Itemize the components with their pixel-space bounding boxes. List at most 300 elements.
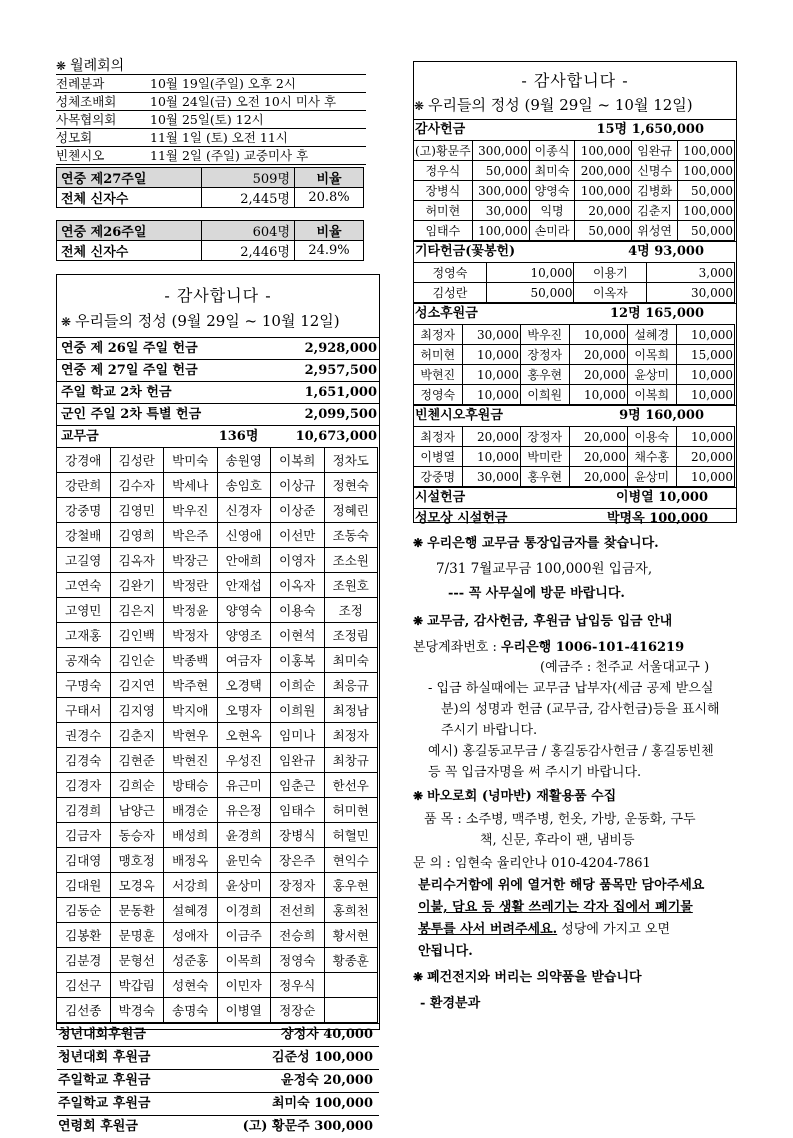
table-row <box>57 773 378 798</box>
thanks-offering-summary: 15명 1,650,000 <box>596 122 704 137</box>
donor-name: 황종훈 <box>324 948 378 973</box>
table-row <box>414 427 735 447</box>
donor-name: 채수홍 <box>627 447 676 467</box>
table-row <box>414 263 735 283</box>
donor-name: 김경희 <box>57 798 111 823</box>
donor-name: 강중명 <box>57 498 111 523</box>
donor-amount: 100,000 <box>677 141 734 161</box>
donor-name: 김은지 <box>110 598 164 623</box>
donor-name: 최미숙 <box>529 161 575 181</box>
notice-recycle-l2: 이불, 담요 등 생활 쓰레기는 각자 집에서 폐기물 <box>418 900 693 915</box>
donor-name: 김희순 <box>110 773 164 798</box>
statue-offering-label: 성모상 시설헌금 <box>415 511 508 526</box>
fund-label: 주일학교 후원금 <box>58 1073 151 1088</box>
offering-row <box>57 403 379 425</box>
table-row <box>414 283 735 303</box>
donor-name: 김금자 <box>57 823 111 848</box>
donor-amount: 50,000 <box>677 181 734 201</box>
donor-name: 유근미 <box>217 773 271 798</box>
donor-name: 고길영 <box>57 548 111 573</box>
donor-name: 김인백 <box>110 623 164 648</box>
donor-name: 홍우현 <box>520 467 569 487</box>
offering-label: 연중 제 27일 주일 헌금 <box>61 363 198 378</box>
donor-name: 신경자 <box>217 498 271 523</box>
stat-ratio: 20.8% <box>295 188 364 208</box>
donor-name <box>324 998 378 1023</box>
stats-table-27 <box>56 167 364 208</box>
table-row <box>57 648 378 673</box>
table-row <box>414 161 735 181</box>
donor-name: 이현석 <box>271 623 325 648</box>
donor-name: 장병식 <box>271 823 325 848</box>
donor-name: 전선희 <box>271 898 325 923</box>
donor-name: 남양근 <box>110 798 164 823</box>
fund-donor: 최미숙 <box>271 1096 310 1111</box>
table-row <box>57 498 378 523</box>
donor-name: 이상규 <box>271 473 325 498</box>
table-row <box>57 598 378 623</box>
donor-name: 문명훈 <box>110 923 164 948</box>
fund-label: 연령회 후원금 <box>58 1119 138 1134</box>
donor-name: 정영숙 <box>414 263 487 283</box>
donor-name: 위성연 <box>632 221 678 241</box>
table-row <box>57 573 378 598</box>
right-thanks-subtitle: ❋ 우리들의 정성 (9월 29일 ~ 10월 12일) <box>414 96 693 114</box>
asterisk-icon: ❋ <box>413 970 424 984</box>
donor-name: 김수자 <box>110 473 164 498</box>
stat-total-label: 전체 신자수 <box>57 188 202 208</box>
donor-name: 김춘지 <box>632 201 678 221</box>
donor-name: 박정윤 <box>164 598 218 623</box>
donor-name: 고영민 <box>57 598 111 623</box>
donor-name: 임태수 <box>271 798 325 823</box>
donor-name: 유은정 <box>217 798 271 823</box>
donor-name: 고재홍 <box>57 623 111 648</box>
stat-total: 2,445명 <box>202 188 295 208</box>
donor-name: 김완기 <box>110 573 164 598</box>
donor-name: 박은주 <box>164 523 218 548</box>
offering-row <box>57 337 379 359</box>
tithe-row: 교무금 136명 10,673,000 <box>57 425 379 447</box>
fund-row <box>57 1092 379 1115</box>
table-row <box>57 973 378 998</box>
table-row <box>414 325 735 345</box>
stats-table-26 <box>56 220 364 261</box>
donor-name: 임미나 <box>271 723 325 748</box>
donor-amount: 100,000 <box>575 181 632 201</box>
donor-name: 강란희 <box>57 473 111 498</box>
donor-name: 윤민숙 <box>217 848 271 873</box>
table-row <box>414 467 735 487</box>
donor-amount: 10,000 <box>676 467 734 487</box>
table-row <box>57 623 378 648</box>
meeting-label: 사목협의회 <box>56 112 117 127</box>
donor-name: 이종식 <box>529 141 575 161</box>
donor-name: 박주현 <box>164 673 218 698</box>
fund-amount: 20,000 <box>323 1073 373 1088</box>
donor-name: 박우진 <box>520 325 569 345</box>
donor-name: 정우식 <box>271 973 325 998</box>
donor-name: 이희순 <box>271 673 325 698</box>
donor-name: 박정란 <box>164 573 218 598</box>
donor-name: 성현숙 <box>164 973 218 998</box>
donor-name: 모경옥 <box>110 873 164 898</box>
donor-name: 장병식 <box>414 181 473 201</box>
stat-week: 연중 제26주일 <box>57 221 202 241</box>
donor-name: 정차도 <box>324 448 378 473</box>
donor-name: 이상준 <box>271 498 325 523</box>
asterisk-icon: ❋ <box>413 536 424 550</box>
donor-name: 이선만 <box>271 523 325 548</box>
donor-amount: 10,000 <box>676 365 734 385</box>
donor-name: 문동환 <box>110 898 164 923</box>
right-thanks-title: - 감사합니다 - <box>521 71 629 90</box>
donor-name: 윤경희 <box>217 823 271 848</box>
facility-offering-header <box>414 487 736 508</box>
donor-name: 김선구 <box>57 973 111 998</box>
donor-name: 최정자 <box>414 325 463 345</box>
donor-name: 강경애 <box>57 448 111 473</box>
donor-name: 임완규 <box>271 748 325 773</box>
donor-name: 박현진 <box>164 748 218 773</box>
vocation-fund-header <box>414 303 736 324</box>
left-thanks-subtitle: ❋ 우리들의 정성 (9월 29일 ~ 10월 12일) <box>61 312 340 330</box>
donor-name: 김경숙 <box>57 748 111 773</box>
meeting-value: 10월 19일(주일) 오후 2시 <box>150 76 296 91</box>
donor-name: 이민자 <box>217 973 271 998</box>
left-thanks-title: - 감사합니다 - <box>164 286 272 305</box>
donor-name: 동승자 <box>110 823 164 848</box>
fund-row <box>57 1069 379 1092</box>
offering-label: 주일 학교 2차 헌금 <box>61 385 172 400</box>
stat-count: 509명 <box>202 168 295 188</box>
donor-name: 배정옥 <box>164 848 218 873</box>
thanks-offering-label: 감사헌금 <box>415 122 466 137</box>
donor-name: 맹호정 <box>110 848 164 873</box>
donor-name: 최응규 <box>324 673 378 698</box>
notice-recycle-l1: 분리수거함에 위에 열거한 해당 품목만 담아주세요 <box>418 878 705 893</box>
donor-name: 이목희 <box>217 948 271 973</box>
table-row <box>57 848 378 873</box>
notice-bank-line2: --- 꼭 사무실에 방문 바랍니다. <box>448 586 625 601</box>
donor-name: 김춘지 <box>110 723 164 748</box>
fund-amount: 300,000 <box>314 1119 373 1134</box>
donor-amount: 10,000 <box>569 385 627 405</box>
donor-amount: 10,000 <box>462 385 520 405</box>
fund-row <box>57 1115 379 1138</box>
donor-name: 장정자 <box>520 345 569 365</box>
fund-value <box>281 1070 373 1092</box>
donor-name: 정영숙 <box>414 385 463 405</box>
donor-amount: 50,000 <box>472 161 529 181</box>
donor-amount: 50,000 <box>575 221 632 241</box>
donor-amount: 30,000 <box>472 201 529 221</box>
donor-name: 박우진 <box>164 498 218 523</box>
table-row <box>57 948 378 973</box>
notice-recycle-items2: 책, 신문, 후라이 팬, 냄비등 <box>480 833 635 848</box>
flower-offering-summary: 4명 93,000 <box>628 244 704 259</box>
meeting-row <box>56 147 366 165</box>
donor-name: 장은주 <box>271 848 325 873</box>
fund-value <box>243 1116 373 1138</box>
donor-name: 이옥자 <box>574 283 647 303</box>
table-row <box>57 723 378 748</box>
donor-name: 임완규 <box>632 141 678 161</box>
donor-amount: 200,000 <box>575 161 632 181</box>
donor-name: 최정자 <box>324 723 378 748</box>
notice-deposit-title: ❋ 교무금, 감사헌금, 후원금 납입등 입금 안내 <box>413 614 673 629</box>
thanks-offering-table <box>413 140 735 241</box>
donor-name: 김대영 <box>57 848 111 873</box>
donor-name: 성준홍 <box>164 948 218 973</box>
donor-name: 윤상미 <box>627 467 676 487</box>
donor-name: 임춘근 <box>271 773 325 798</box>
stat-ratio: 24.9% <box>295 241 364 261</box>
table-row <box>414 365 735 385</box>
meeting-row <box>56 129 366 147</box>
donor-name: 조정 <box>324 598 378 623</box>
table-row <box>414 201 735 221</box>
donor-name: 이병열 <box>414 447 463 467</box>
meeting-value: 11월 1일 (토) 오전 11시 <box>150 130 288 145</box>
donor-name: 이옥자 <box>271 573 325 598</box>
donor-name: 안애희 <box>217 548 271 573</box>
donor-name: 최정남 <box>324 698 378 723</box>
donor-name: 양영조 <box>217 623 271 648</box>
donor-name: 오경택 <box>217 673 271 698</box>
donor-name: 박현우 <box>164 723 218 748</box>
donor-amount: 10,000 <box>676 325 734 345</box>
stat-total: 2,446명 <box>202 241 295 261</box>
meeting-label: 전례분과 <box>56 76 105 91</box>
donor-name: 이목희 <box>627 345 676 365</box>
donor-name: 김경자 <box>57 773 111 798</box>
donor-name: 홍우현 <box>324 873 378 898</box>
donor-name: 정영숙 <box>271 948 325 973</box>
notice-holder: (예금주 : 천주교 서울대교구 ) <box>540 660 710 675</box>
donor-name: 박세나 <box>164 473 218 498</box>
donor-name: 전승희 <box>271 923 325 948</box>
donor-name: 홍우현 <box>520 365 569 385</box>
offering-label: 군인 주일 2차 특별 헌금 <box>61 407 202 422</box>
donor-name: 송명숙 <box>164 998 218 1023</box>
donor-amount: 30,000 <box>462 325 520 345</box>
table-row <box>57 448 378 473</box>
vocation-fund-summary: 12명 165,000 <box>610 306 704 321</box>
fund-donor: 윤정숙 <box>281 1073 319 1088</box>
table-row <box>57 473 378 498</box>
donor-name: 이홍복 <box>271 648 325 673</box>
notice-recycle-l3: 봉투를 사서 버려주세요. 성당에 가지고 오면 <box>418 922 671 937</box>
donor-name: 박장근 <box>164 548 218 573</box>
table-row <box>414 447 735 467</box>
donor-name: 박갑림 <box>110 973 164 998</box>
notice-battery-title: ❋ 폐건전지와 버리는 의약품을 받습니다 <box>413 970 642 985</box>
donor-amount: 300,000 <box>472 141 529 161</box>
donor-name: 조원호 <box>324 573 378 598</box>
donor-name: 한선우 <box>324 773 378 798</box>
donor-name: 조소원 <box>324 548 378 573</box>
table-row <box>57 748 378 773</box>
notice-recycle-contact: 문 의 : 임현숙 율리안나 010-4204-7861 <box>413 856 651 871</box>
donor-name: 이희원 <box>271 698 325 723</box>
donor-amount: 300,000 <box>472 181 529 201</box>
flower-offering-header <box>414 241 736 262</box>
table-row <box>414 345 735 365</box>
meetings-title: ❋ 월례회의 <box>56 58 125 74</box>
donor-name: 구태서 <box>57 698 111 723</box>
donor-name: 허혈민 <box>324 823 378 848</box>
flower-offering-table <box>413 262 735 303</box>
offering-label: 연중 제 26일 주일 헌금 <box>61 341 198 356</box>
donor-name: 배성희 <box>164 823 218 848</box>
meeting-row <box>56 111 366 129</box>
donor-name: 김봉환 <box>57 923 111 948</box>
donor-name: 오명자 <box>217 698 271 723</box>
donor-amount: 20,000 <box>462 427 520 447</box>
donor-name: 송임호 <box>217 473 271 498</box>
notice-deposit-l5: 등 꼭 입금자명을 써 주시기 바랍니다. <box>428 765 642 780</box>
donor-name: 이용기 <box>574 263 647 283</box>
meeting-label: 빈첸시오 <box>56 148 105 163</box>
donor-amount: 100,000 <box>677 201 734 221</box>
notice-account: 본당계좌번호 : 우리은행 1006-101-416219 <box>413 640 685 655</box>
donor-amount: 10,000 <box>462 365 520 385</box>
fund-donor: 김준성 <box>271 1050 310 1065</box>
donor-name: 정혜린 <box>324 498 378 523</box>
donor-name: 김지영 <box>110 698 164 723</box>
donor-name: 윤상미 <box>217 873 271 898</box>
donor-amount: 20,000 <box>569 345 627 365</box>
fund-amount: 40,000 <box>323 1027 373 1042</box>
notice-deposit-l1: - 입금 하실때에는 교무금 납부자(세금 공제 받으실 <box>428 681 714 696</box>
donor-name: 박미숙 <box>164 448 218 473</box>
table-row <box>57 998 378 1023</box>
donor-name: (고)황문주 <box>414 141 473 161</box>
donor-name: 우성진 <box>217 748 271 773</box>
donor-name: 강철배 <box>57 523 111 548</box>
donor-name: 장정자 <box>271 873 325 898</box>
notice-recycle-items1: 품 목 : 소주병, 맥주병, 헌옷, 가방, 운동화, 구두 <box>424 812 696 827</box>
donor-name: 현익수 <box>324 848 378 873</box>
donor-name: 권경수 <box>57 723 111 748</box>
offering-amount: 2,957,500 <box>304 363 377 378</box>
donor-name: 김성란 <box>414 283 487 303</box>
donor-name: 이경희 <box>217 898 271 923</box>
fund-amount: 100,000 <box>314 1050 373 1065</box>
notice-battery-sub: - 환경분과 <box>420 996 481 1011</box>
donor-amount: 10,000 <box>676 427 734 447</box>
vocation-fund-table <box>413 324 735 405</box>
facility-offering-label: 시설헌금 <box>415 490 466 505</box>
tithe-names-table <box>56 447 378 1023</box>
facility-offering-summary: 이병열 10,000 <box>616 490 708 505</box>
stat-count: 604명 <box>202 221 295 241</box>
vincent-fund-label: 빈첸시오후원금 <box>415 408 503 423</box>
donor-name: 허미현 <box>414 201 473 221</box>
donor-amount: 20,000 <box>569 365 627 385</box>
table-row <box>57 673 378 698</box>
notice-deposit-l3: 주시기 바랍니다. <box>441 723 538 738</box>
donor-amount: 50,000 <box>677 221 734 241</box>
donor-name: 정장순 <box>271 998 325 1023</box>
donor-name: 김선종 <box>57 998 111 1023</box>
donor-name: 장정자 <box>520 427 569 447</box>
donor-name: 강중명 <box>414 467 463 487</box>
donor-name: 박지애 <box>164 698 218 723</box>
donor-name: 이영자 <box>271 548 325 573</box>
donor-name: 김영민 <box>110 498 164 523</box>
donor-amount: 10,000 <box>569 325 627 345</box>
donor-name: 정현숙 <box>324 473 378 498</box>
fund-label: 청년대회 후원금 <box>58 1050 151 1065</box>
fund-row <box>57 1046 379 1069</box>
donor-name: 박정자 <box>164 623 218 648</box>
table-row <box>57 898 378 923</box>
donor-name: 이금주 <box>217 923 271 948</box>
table-row <box>57 698 378 723</box>
table-row <box>414 221 735 241</box>
donor-amount: 50,000 <box>486 283 574 303</box>
meeting-row <box>56 75 366 93</box>
donor-name: 허미현 <box>414 345 463 365</box>
donor-name: 설혜경 <box>164 898 218 923</box>
donor-amount: 10,000 <box>462 345 520 365</box>
stat-total-label: 전체 신자수 <box>57 241 202 261</box>
donor-name: 설혜경 <box>627 325 676 345</box>
offering-row <box>57 359 379 381</box>
donor-name: 서강희 <box>164 873 218 898</box>
donor-name: 김인순 <box>110 648 164 673</box>
donor-name: 박종백 <box>164 648 218 673</box>
donor-name: 박미란 <box>520 447 569 467</box>
donor-name: 박현진 <box>414 365 463 385</box>
donor-name: 구명숙 <box>57 673 111 698</box>
donor-name: 익명 <box>529 201 575 221</box>
notice-recycle-title: ❋ 바오로회 (넝마반) 재활용품 수집 <box>413 789 617 804</box>
donor-name: 임태수 <box>414 221 473 241</box>
donor-amount: 30,000 <box>647 283 735 303</box>
asterisk-icon: ❋ <box>413 789 424 803</box>
meeting-label: 성체조배회 <box>56 94 117 109</box>
meeting-row <box>56 93 366 111</box>
donor-name: 양영숙 <box>217 598 271 623</box>
donor-amount: 10,000 <box>676 385 734 405</box>
meetings-list <box>56 74 366 165</box>
asterisk-icon: ❋ <box>56 59 67 73</box>
table-row <box>57 548 378 573</box>
offering-amount: 2,099,500 <box>304 407 377 422</box>
flower-offering-label: 기타헌금(꽃봉헌) <box>415 244 516 259</box>
donor-name: 공재숙 <box>57 648 111 673</box>
stat-week: 연중 제27주일 <box>57 168 202 188</box>
table-row <box>57 823 378 848</box>
table-row <box>57 523 378 548</box>
vocation-fund-label: 성소후원금 <box>415 306 478 321</box>
fund-row <box>57 1023 379 1046</box>
donor-name: 최미숙 <box>324 648 378 673</box>
donor-name: 김영희 <box>110 523 164 548</box>
vincent-fund-summary: 9명 160,000 <box>619 408 704 423</box>
donor-name: 김대원 <box>57 873 111 898</box>
offering-amount: 1,651,000 <box>304 385 377 400</box>
donor-name: 이용숙 <box>627 427 676 447</box>
notice-recycle-l4: 안됩니다. <box>418 944 473 959</box>
asterisk-icon: ❋ <box>413 614 424 628</box>
donor-amount: 100,000 <box>677 161 734 181</box>
donor-amount: 10,000 <box>486 263 574 283</box>
donor-name: 이병열 <box>217 998 271 1023</box>
